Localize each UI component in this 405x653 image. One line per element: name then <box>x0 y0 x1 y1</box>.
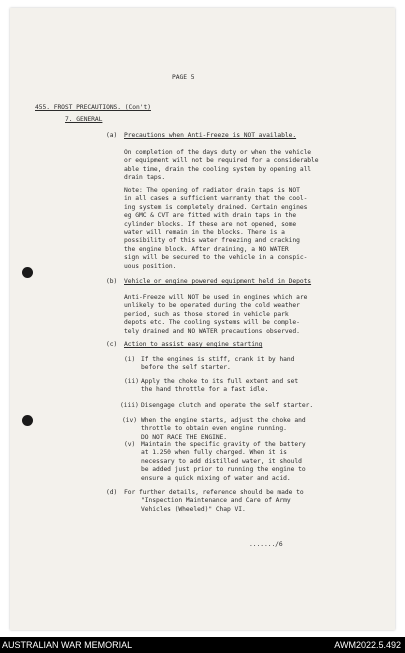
note-line: cylinder blocks. If these are not opened, some <box>124 220 297 228</box>
paragraph-line: able time, drain the cooling system by opening all <box>124 165 312 173</box>
subitem-line: at 1.250 when fully charged. When it is <box>141 449 287 457</box>
subitem-marker: (ii) <box>124 378 139 385</box>
subitem-line: the hand throttle for a fast idle. <box>141 386 269 394</box>
subitem-line: necessary to add distilled water, it should <box>141 457 302 465</box>
note-line: in all cases a sufficient warranty that the cool- <box>124 195 308 203</box>
note-line: possibility of this water freezing and cracking <box>124 237 300 245</box>
paragraph-line: For further details, reference should be made to <box>124 489 304 496</box>
subitem-marker: (v) <box>124 441 136 448</box>
subitem-marker: (iii) <box>120 402 139 409</box>
item-marker: (a) <box>106 132 118 139</box>
subitem-line: DO NOT RACE THE ENGINE. <box>141 433 228 441</box>
note-line: water will remain in the blocks. There is a <box>124 229 285 236</box>
subsection-heading: 7. GENERAL <box>65 116 103 123</box>
paragraph-line: or equipment will not be required for a considerable <box>124 157 319 165</box>
continuation-mark: ......./6 <box>249 541 283 548</box>
archive-footer <box>0 637 405 653</box>
note-line: uous position. <box>124 262 177 270</box>
institution-label: AUSTRALIAN WAR MEMORIAL <box>2 640 133 650</box>
item-marker: (c) <box>106 341 118 348</box>
note-line: ing system is completely drained. Certain engines <box>124 203 308 211</box>
subitem-line: When the engine starts, adjust the choke and <box>141 417 306 424</box>
paragraph-line: "Inspection Maintenance and Care of Army <box>141 497 291 505</box>
subitem-line: ensure a quick mixing of water and acid. <box>141 474 291 482</box>
paragraph-line: unlikely to be operated during the cold weather <box>124 302 300 310</box>
section-heading: 455. FROST PRECAUTIONS. (Con't) <box>35 104 151 111</box>
note-line: Note: The opening of radiator drain taps is NOT <box>124 187 300 194</box>
note-line: eg GMC & CVT are fitted with drain taps in the <box>124 212 297 220</box>
subitem-line: be added just prior to running the engine to <box>141 466 306 474</box>
document-page <box>10 8 395 630</box>
paragraph-line: drain taps. <box>124 174 166 182</box>
item-heading: Vehicle or engine powered equipment held in Depots <box>124 278 312 285</box>
reference-number: AWM2022.5.492 <box>334 640 401 650</box>
subitem-line: throttle to obtain even engine running. <box>141 425 287 433</box>
item-marker: (b) <box>106 278 118 285</box>
subitem-line: before the self starter. <box>141 364 231 372</box>
paragraph-line: On completion of the days duty or when the vehicle <box>124 149 312 156</box>
subitem-marker: (i) <box>124 356 136 363</box>
item-marker: (d) <box>106 489 118 496</box>
subitem-line: Maintain the specific gravity of the battery <box>141 441 306 448</box>
item-heading: Action to assist easy engine starting <box>124 341 263 348</box>
paragraph-line: depots etc. The cooling systems will be comple- <box>124 319 300 327</box>
punch-hole <box>22 267 33 278</box>
subitem-line: Apply the choke to its full extent and set <box>141 378 299 385</box>
punch-hole <box>22 415 33 426</box>
note-line: the engine block. After draining, a NO WATER <box>124 245 289 253</box>
paragraph-line: Vehicles (Wheeled)" Chap VI. <box>141 505 246 513</box>
page-label: PAGE 5 <box>172 74 195 81</box>
subitem-line: If the engines is stiff, crank it by hand <box>141 356 295 363</box>
item-heading: Precautions when Anti-Freeze is NOT available. <box>124 132 297 139</box>
subitem-line: Disengage clutch and operate the self starter. <box>141 402 314 409</box>
paragraph-line: Anti-Freeze will NOT be used in engines which are <box>124 294 308 301</box>
paragraph-line: tely drained and NO WATER precautions observed. <box>124 327 300 335</box>
paragraph-line: period, such as those stored in vehicle park <box>124 310 289 318</box>
note-line: sign will be secured to the vehicle in a conspic- <box>124 254 308 262</box>
subitem-marker: (iv) <box>122 417 137 424</box>
